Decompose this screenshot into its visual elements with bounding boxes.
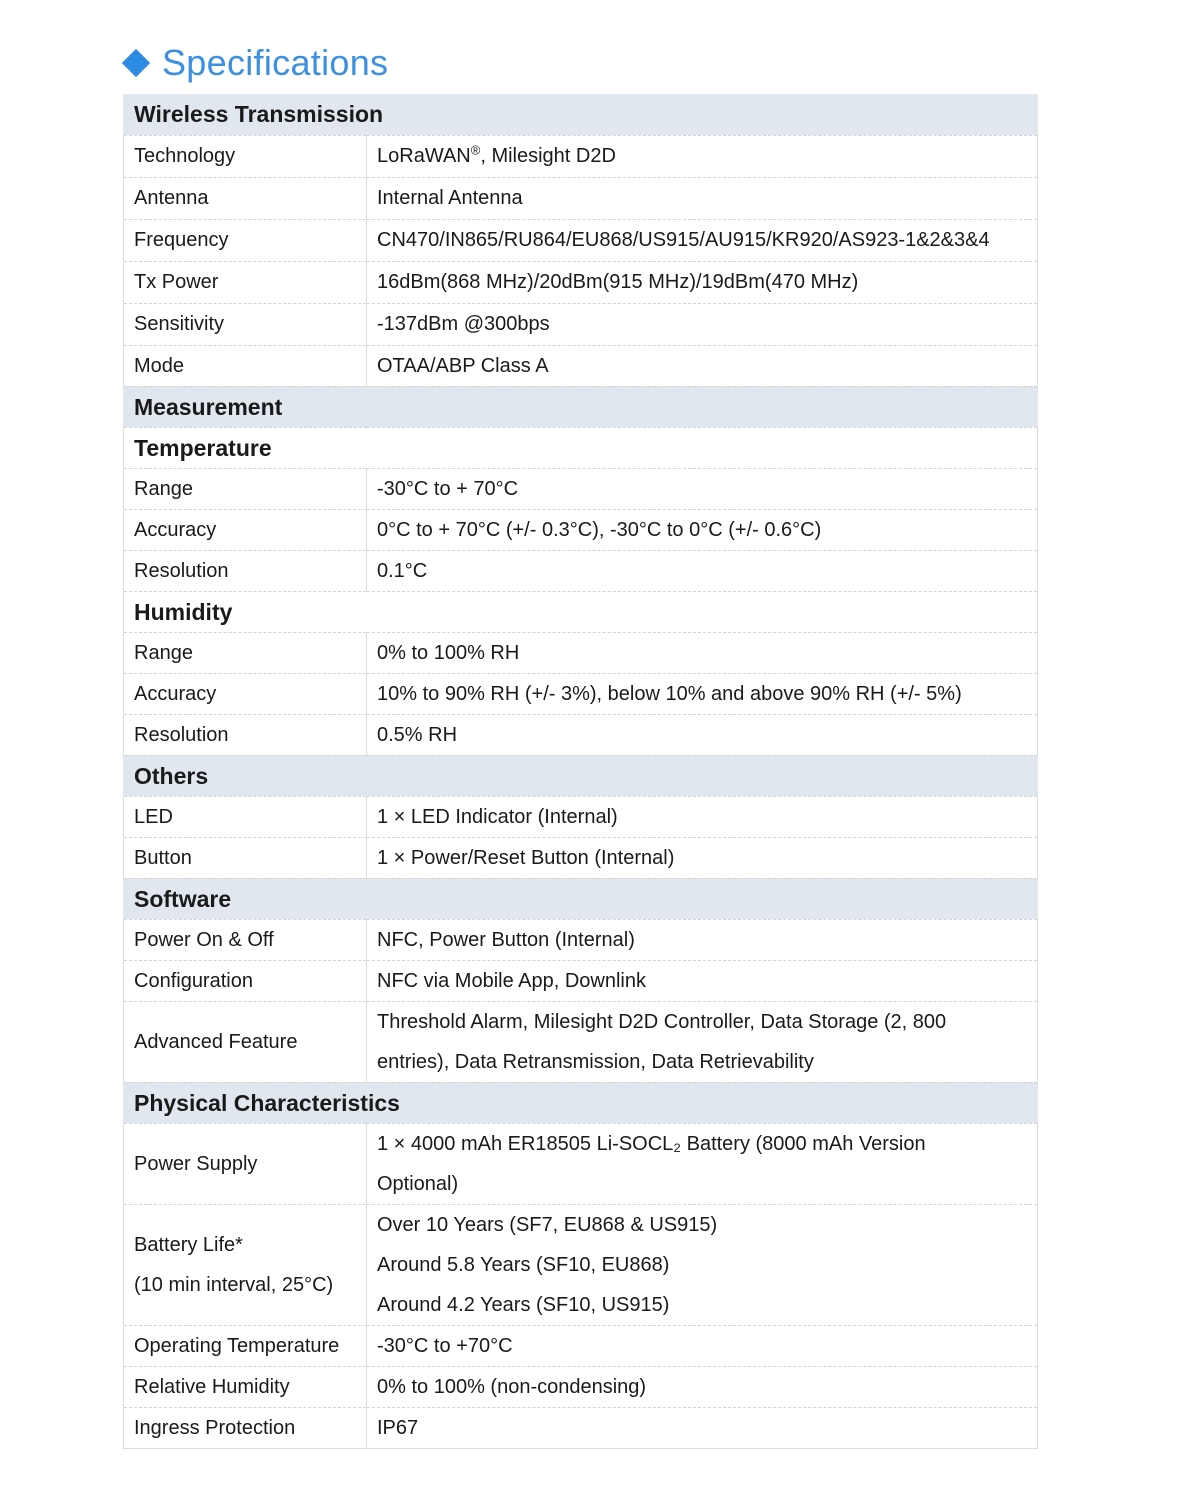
spec-key-text: Accuracy <box>134 518 217 541</box>
spec-key <box>124 1123 367 1204</box>
spec-value <box>367 177 1038 219</box>
specifications-table-body <box>124 94 1038 1448</box>
spec-key <box>124 673 367 714</box>
registered-mark: ® <box>470 142 481 158</box>
subsection-label: Humidity <box>124 591 1038 632</box>
spec-row-relative-humidity <box>124 1366 1038 1407</box>
spec-row-battery-life <box>124 1204 1038 1325</box>
spec-key-text: Range <box>134 477 193 500</box>
spec-key-text: Tx Power <box>134 271 219 293</box>
spec-value-text: 0% to 100% (non-condensing) <box>377 1375 647 1398</box>
spec-value <box>367 550 1038 591</box>
spec-key <box>124 550 367 591</box>
spec-value <box>367 219 1038 261</box>
spec-key <box>124 1366 367 1407</box>
spec-key-text: Relative Humidity <box>134 1375 290 1398</box>
spec-value <box>367 1325 1038 1366</box>
page-heading <box>121 40 388 86</box>
spec-row-power-on-off <box>124 919 1038 960</box>
spec-value-text: 1 × Power/Reset Button (Internal) <box>377 846 675 869</box>
spec-value <box>367 714 1038 755</box>
spec-value-text: 0% to 100% RH <box>377 641 520 664</box>
spec-row-resolution <box>124 550 1038 591</box>
spec-key-text: Frequency <box>134 229 229 251</box>
spec-key <box>124 177 367 219</box>
spec-value <box>367 837 1038 878</box>
spec-row-configuration <box>124 960 1038 1001</box>
spec-value-text: Internal Antenna <box>377 187 523 209</box>
spec-value-text-line-1: 1 × 4000 mAh ER18505 Li-SOCL₂ Battery (8000 mAh Version <box>377 1132 926 1155</box>
spec-value-text: 10% to 90% RH (+/- 3%), below 10% and above 90% RH (+/- 5%) <box>377 682 962 705</box>
spec-row-power-supply <box>124 1123 1038 1204</box>
spec-value-text-line-2: Around 5.8 Years (SF10, EU868) <box>377 1253 670 1276</box>
section-software <box>124 878 1038 919</box>
subsection-humidity <box>124 591 1038 632</box>
spec-value <box>367 468 1038 509</box>
spec-key <box>124 837 367 878</box>
specifications-table <box>123 94 1038 1449</box>
spec-row-frequency <box>124 219 1038 261</box>
spec-row-antenna <box>124 177 1038 219</box>
spec-value-text-line-3: Around 4.2 Years (SF10, US915) <box>377 1293 670 1316</box>
spec-key-text-line-1: Battery Life* <box>134 1233 243 1256</box>
spec-key <box>124 960 367 1001</box>
page-title: Specifications <box>162 42 389 83</box>
spec-value <box>367 509 1038 550</box>
spec-value <box>367 345 1038 386</box>
spec-value <box>367 1001 1038 1082</box>
spec-value-text: 0.1°C <box>377 559 428 582</box>
spec-value-text: 0.5% RH <box>377 723 458 746</box>
section-others <box>124 755 1038 796</box>
section-label: Measurement <box>124 386 1038 427</box>
spec-value-text: CN470/IN865/RU864/EU868/US915/AU915/KR920/AS923-1&2&3&4 <box>377 229 990 251</box>
spec-key-text: Operating Temperature <box>134 1334 340 1357</box>
spec-key-text: Resolution <box>134 559 229 582</box>
spec-key <box>124 1204 367 1325</box>
spec-value <box>367 1123 1038 1204</box>
section-physical-characteristics <box>124 1082 1038 1123</box>
spec-key-text: Power On & Off <box>134 928 274 951</box>
spec-row-mode <box>124 345 1038 386</box>
spec-row-range <box>124 632 1038 673</box>
spec-row-operating-temperature <box>124 1325 1038 1366</box>
section-label: Physical Characteristics <box>124 1082 1038 1123</box>
spec-key-text: Button <box>134 846 192 869</box>
spec-row-accuracy <box>124 673 1038 714</box>
spec-row-resolution <box>124 714 1038 755</box>
spec-value-text-line-1: Threshold Alarm, Milesight D2D Controller, Data Storage (2, 800 <box>377 1010 947 1033</box>
spec-key <box>124 1407 367 1448</box>
section-label: Software <box>124 878 1038 919</box>
spec-key <box>124 796 367 837</box>
spec-value-text: 16dBm(868 MHz)/20dBm(915 MHz)/19dBm(470 MHz) <box>377 271 859 293</box>
spec-value-text-line-1: Over 10 Years (SF7, EU868 & US915) <box>377 1213 718 1236</box>
spec-key <box>124 345 367 386</box>
spec-key-text: Sensitivity <box>134 313 225 335</box>
spec-value-text: NFC via Mobile App, Downlink <box>377 969 646 992</box>
spec-value <box>367 1366 1038 1407</box>
spec-value-text: 0°C to + 70°C (+/- 0.3°C), -30°C to 0°C (+/- 0.6°C) <box>377 518 822 541</box>
spec-value <box>367 960 1038 1001</box>
spec-value-text: -30°C to +70°C <box>377 1334 513 1357</box>
spec-row-tx-power <box>124 261 1038 303</box>
spec-value <box>367 673 1038 714</box>
spec-key <box>124 632 367 673</box>
subsection-temperature <box>124 427 1038 468</box>
spec-key-text: Range <box>134 641 193 664</box>
spec-row-ingress-protection <box>124 1407 1038 1448</box>
spec-row-technology <box>124 135 1038 177</box>
spec-key <box>124 509 367 550</box>
spec-key <box>124 919 367 960</box>
spec-value <box>367 261 1038 303</box>
spec-key-text: Power Supply <box>134 1152 258 1175</box>
spec-key <box>124 135 367 177</box>
spec-row-sensitivity <box>124 303 1038 345</box>
spec-value <box>367 1204 1038 1325</box>
spec-key-text: Configuration <box>134 969 253 992</box>
diamond-bullet-icon <box>122 49 150 77</box>
spec-value-text: IP67 <box>377 1416 419 1439</box>
section-wireless-transmission <box>124 94 1038 135</box>
spec-row-range <box>124 468 1038 509</box>
spec-value <box>367 303 1038 345</box>
spec-value <box>367 919 1038 960</box>
spec-value <box>367 135 1038 177</box>
subsection-label: Temperature <box>124 427 1038 468</box>
spec-key <box>124 1001 367 1082</box>
section-label: Others <box>124 755 1038 796</box>
spec-row-accuracy <box>124 509 1038 550</box>
spec-key <box>124 261 367 303</box>
spec-key <box>124 714 367 755</box>
spec-key-text: Ingress Protection <box>134 1416 296 1439</box>
spec-row-button <box>124 837 1038 878</box>
spec-value-text: NFC, Power Button (Internal) <box>377 928 635 951</box>
section-label: Wireless Transmission <box>124 94 1038 135</box>
spec-key <box>124 303 367 345</box>
spec-key-text: Antenna <box>134 187 209 209</box>
spec-row-advanced-feature <box>124 1001 1038 1082</box>
spec-key-text: LED <box>134 805 173 828</box>
spec-value-text-line-2: entries), Data Retransmission, Data Retrievability <box>377 1050 814 1073</box>
section-measurement <box>124 386 1038 427</box>
spec-key <box>124 219 367 261</box>
spec-row-led <box>124 796 1038 837</box>
spec-value-text-line-2: Optional) <box>377 1172 459 1195</box>
spec-value-text: 1 × LED Indicator (Internal) <box>377 805 618 828</box>
spec-key-text: Advanced Feature <box>134 1030 298 1053</box>
spec-key <box>124 468 367 509</box>
spec-key-text: Mode <box>134 354 185 377</box>
spec-key <box>124 1325 367 1366</box>
spec-value <box>367 1407 1038 1448</box>
spec-key-text: Accuracy <box>134 682 217 705</box>
spec-value <box>367 632 1038 673</box>
spec-key-text-line-2: (10 min interval, 25°C) <box>134 1273 334 1296</box>
spec-value-text: -30°C to + 70°C <box>377 477 519 500</box>
spec-value-text: -137dBm @300bps <box>377 313 550 335</box>
spec-key-text: Technology <box>134 145 236 167</box>
spec-value-text: LoRaWAN®, Milesight D2D <box>377 142 616 167</box>
spec-value-text: OTAA/ABP Class A <box>377 354 549 377</box>
spec-value <box>367 796 1038 837</box>
spec-key-text: Resolution <box>134 723 229 746</box>
